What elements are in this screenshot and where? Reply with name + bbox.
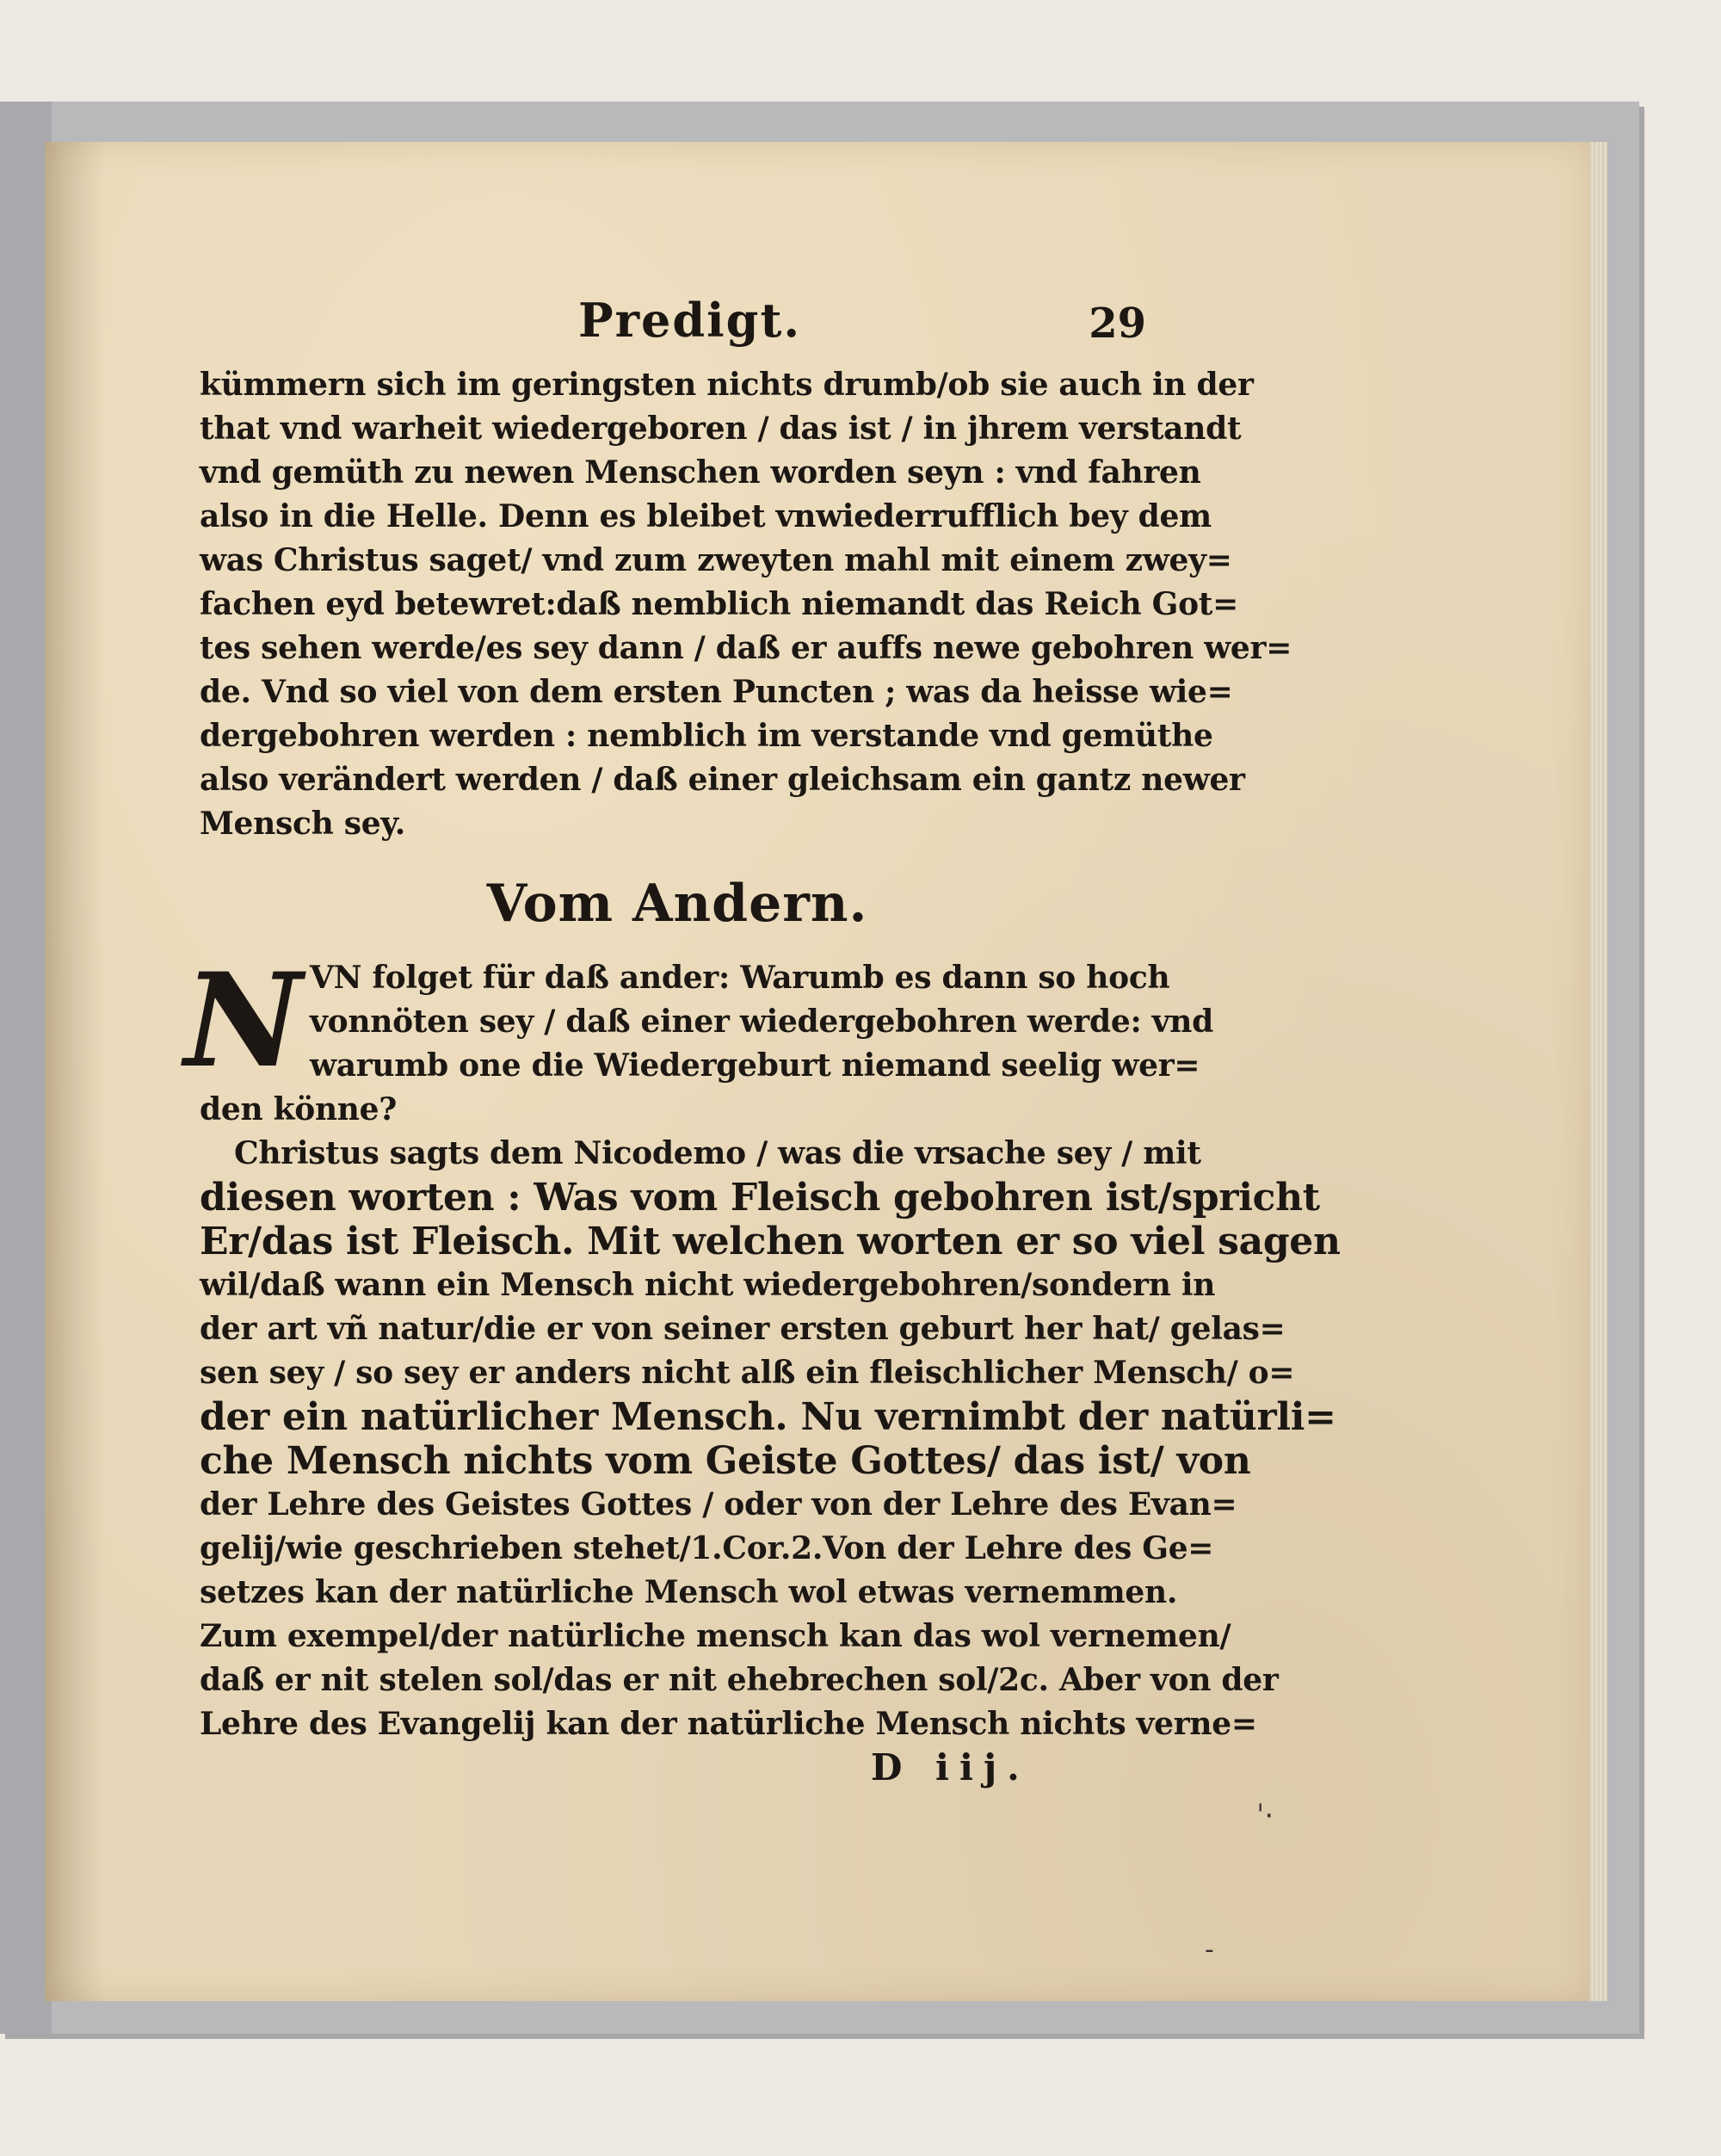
text-line: de. Vnd so viel von dem ersten Puncten ; was da heisse wie= [200, 674, 1233, 710]
text-line: also verändert werden / daß einer gleichsam ein gantz newer [200, 762, 1245, 798]
section-heading: Vom Andern. [486, 874, 868, 934]
text-line: der ein natürlicher Mensch. Nu vernimbt der natürli= [200, 1395, 1336, 1439]
text-line: wil/daß wann ein Mensch nicht wiedergebohren/sondern in [200, 1267, 1216, 1303]
signature-mark: D iij. [871, 1746, 1030, 1788]
text-line: Zum exempel/der natürliche mensch kan das wol vernemen/ [200, 1618, 1231, 1654]
text-line: fachen eyd betewret:daß nemblich niemandt das Reich Got= [200, 586, 1238, 622]
stray-ink-mark: ˈ· [1256, 1799, 1274, 1833]
text-line: warumb one die Wiedergeburt niemand seelig wer= [310, 1047, 1200, 1084]
text-line: der art vñ natur/die er von seiner ersten geburt her hat/ gelas= [200, 1311, 1286, 1347]
gutter-shadow [45, 142, 105, 2001]
text-line: diesen worten : Was vom Fleisch gebohren ist/spricht [200, 1176, 1320, 1220]
text-line: also in die Helle. Denn es bleibet vnwiederrufflich bey dem [200, 498, 1212, 534]
running-head: Predigt. [578, 293, 802, 348]
text-line: sen sey / so sey er anders nicht alß ein fleischlicher Mensch/ o= [200, 1355, 1295, 1391]
text-line: daß er nit stelen sol/das er nit ehebrechen sol/2c. Aber von der [200, 1662, 1279, 1698]
text-line: was Christus saget/ vnd zum zweyten mahl mit einem zwey= [200, 542, 1232, 578]
text-line: den könne? [200, 1091, 398, 1127]
text-line: der Lehre des Geistes Gottes / oder von der Lehre des Evan= [200, 1486, 1237, 1523]
page-header [200, 284, 1155, 363]
paragraph-3 [200, 1132, 1341, 1746]
text-line: Lehre des Evangelij kan der natürliche Mensch nichts verne= [200, 1706, 1257, 1742]
paragraph-2 [184, 945, 1214, 1132]
text-line: tes sehen werde/es sey dann / daß er auffs newe gebohren wer= [200, 630, 1292, 666]
text-line: kümmern sich im geringsten nichts drumb/ob sie auch in der [200, 367, 1254, 403]
text-line: VN folget für daß ander: Warumb es dann so hoch [310, 960, 1170, 996]
text-line: Mensch sey. [200, 806, 406, 842]
text-line: che Mensch nichts vom Geiste Gottes/ das ist/ von [200, 1439, 1251, 1483]
text-line: Christus sagts dem Nicodemo / was die vrsache sey / mit [234, 1135, 1201, 1171]
page-number: 29 [1089, 300, 1146, 348]
text-line: that vnd warheit wiedergeboren / das ist / in jhrem verstandt [200, 411, 1242, 447]
text-line: vonnöten sey / daß einer wiedergebohren werde: vnd [310, 1004, 1214, 1040]
book-spine [0, 102, 52, 2034]
text-line: Er/das ist Fleisch. Mit welchen worten er so viel sagen [200, 1220, 1341, 1263]
paragraph-1 [200, 363, 1292, 846]
text-line: dergebohren werden : nemblich im verstande vnd gemüthe [200, 718, 1213, 754]
stray-ink-mark: - [1205, 1935, 1214, 1965]
drop-cap-initial: N [184, 945, 303, 1097]
text-line: vnd gemüth zu newen Menschen worden seyn : vnd fahren [200, 454, 1201, 491]
page-text [184, 284, 1341, 1788]
text-line: setzes kan der natürliche Mensch wol etwas vernemmen. [200, 1574, 1178, 1610]
text-line: gelij/wie geschrieben stehet/1.Cor.2.Von der Lehre des Ge= [200, 1530, 1214, 1566]
